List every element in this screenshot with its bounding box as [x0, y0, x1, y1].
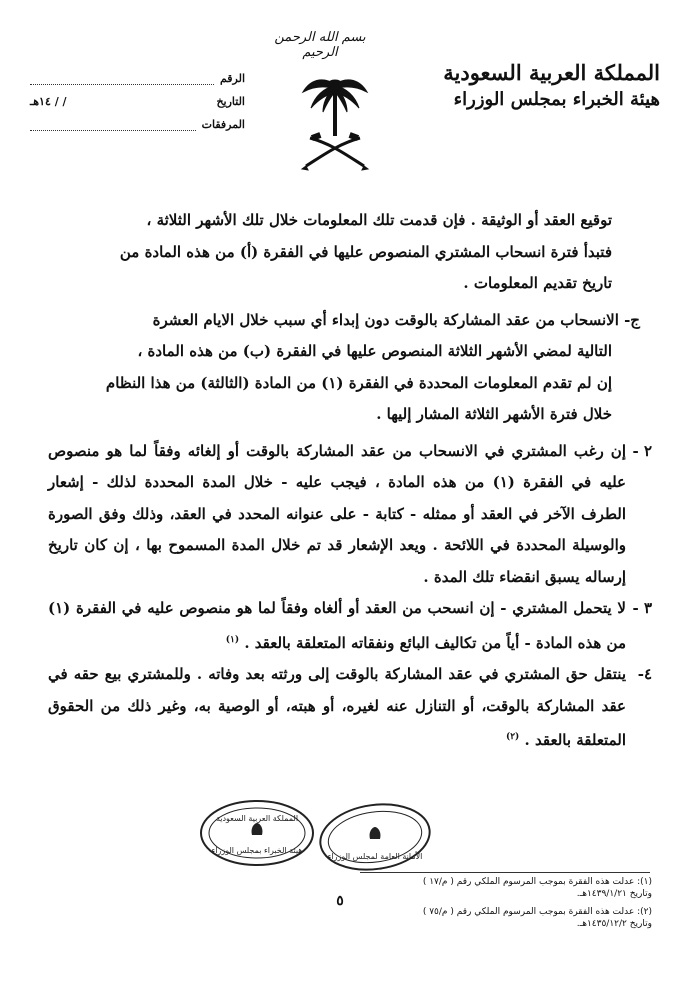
footnote-1-line2: وتاريخ ١٤٣٩/١/٢١هـ. — [576, 889, 652, 899]
svg-text:المملكة العربية السعودية: المملكة العربية السعودية — [215, 814, 299, 823]
footnote-ref-1: (١) — [225, 634, 240, 645]
date-label: التاريخ — [216, 95, 245, 108]
reference-fields — [30, 72, 245, 141]
stamp-right-text: الأمانة العامة لمجلس الوزراء — [327, 852, 423, 861]
attachments-row — [30, 118, 245, 131]
item-4-text: ينتقل حق المشتري في عقد المشاركة بالوقت إلى ورثته بعد وفاته . وللمشتري بيع حقه في عقد المشاركة بالوقت، أو التنازل عنه لغيره، أو هبته، أو الوصية به، وغير ذلك من الحقوق المتعلقة بالعقد . — [48, 665, 626, 749]
item-text — [48, 593, 626, 659]
org-header — [410, 60, 660, 110]
footnote-ref-2: (٢) — [505, 732, 520, 742]
body-line: توقيع العقد أو الوثيقة . فإن قدمت تلك المعلومات خلال تلك الأشهر الثلاثة ، — [146, 211, 612, 229]
date-row — [30, 95, 245, 108]
attachments-label: المرفقات — [201, 118, 245, 131]
body-line: فتبدأ فترة انسحاب المشتري المنصوص عليها في الفقرة (أ) من هذه المادة من — [119, 242, 612, 261]
item-number: ٣ - — [632, 599, 652, 617]
clause-j-line: ج- الانسحاب من عقد المشاركة بالوقت دون إبداء أي سبب خلال الايام العشرة — [152, 310, 640, 329]
item-text: إن رغب المشتري في الانسحاب من عقد المشاركة بالوقت أو إلغائه وفقاً لما هو منصوص عليه في الفقرة (١) من هذه المادة ، فيجب عليه - خلال المدة المحددة لذلك - إشعار الطرف الآخر في العقد أو ممثله - كتابة - على عنوانه المحدد في العقد، وذلك وفق الصورة والوسيلة المحددة في اللائحة . ويعد الإشعار قد تم خلال المدة المسموح بها ، إن كان تاريخ إرساله يسبق انقضاء تلك المدة . — [48, 441, 626, 586]
document-body — [48, 205, 652, 757]
footnote-1 — [342, 876, 652, 900]
item-text — [48, 659, 626, 757]
attachments-line — [30, 118, 196, 131]
ref-number-line — [30, 72, 214, 85]
official-stamps — [195, 795, 435, 875]
item-4 — [48, 659, 652, 757]
footnote-2 — [342, 906, 652, 930]
item-3 — [48, 593, 652, 659]
item-number: ٢ - — [632, 441, 652, 460]
footnote-1-line1: (١): عدلت هذه الفقرة بموجب المرسوم الملكي رقم ( م/١٧ ) — [422, 877, 652, 887]
basmala: بسم الله الرحمن الرحيم — [274, 30, 366, 60]
footnotes — [342, 876, 652, 936]
page-number: ٥ — [336, 893, 344, 909]
clause-j-line: خلال فترة الأشهر الثلاثة المشار إليها . — [376, 405, 612, 423]
org-name-kingdom: المملكة العربية السعودية — [443, 60, 660, 85]
footnote-divider — [360, 872, 650, 873]
ref-number-row — [30, 72, 245, 85]
body-line: تاريخ تقديم المعلومات . — [463, 274, 612, 292]
palm-swords-emblem-icon — [300, 70, 370, 175]
item-number: ٤- — [637, 665, 652, 683]
date-format: / / ١٤هـ — [30, 95, 67, 108]
stamp-right-icon — [316, 798, 434, 875]
org-name-authority: هيئة الخبراء بمجلس الوزراء — [453, 89, 660, 110]
footnote-2-line2: وتاريخ ١٤٣٥/١٢/٢هـ. — [576, 919, 652, 929]
footnote-2-line1: (٢): عدلت هذه الفقرة بموجب المرسوم الملكي رقم ( م/٧٥ ) — [422, 907, 652, 917]
ref-number-label: الرقم — [219, 72, 245, 85]
item-2 — [48, 436, 652, 594]
stamp-left-icon — [201, 801, 313, 865]
clause-j-line: إن لم تقدم المعلومات المحددة في الفقرة (١) من المادة (الثالثة) من هذا النظام — [105, 373, 612, 392]
item-3-text: لا يتحمل المشتري - إن انسحب من العقد أو ألغاه وفقاً لما هو منصوص عليه في الفقرة (١) من هذه المادة - أياً من تكاليف البائع ونفقاته المتعلقة بالعقد . — [48, 599, 626, 652]
clause-j-line: التالية لمضي الأشهر الثلاثة المنصوص عليها في الفقرة (ب) من هذه المادة ، — [137, 342, 612, 360]
stamp-left-text: هيئة الخبراء بمجلس الوزراء — [211, 846, 303, 855]
